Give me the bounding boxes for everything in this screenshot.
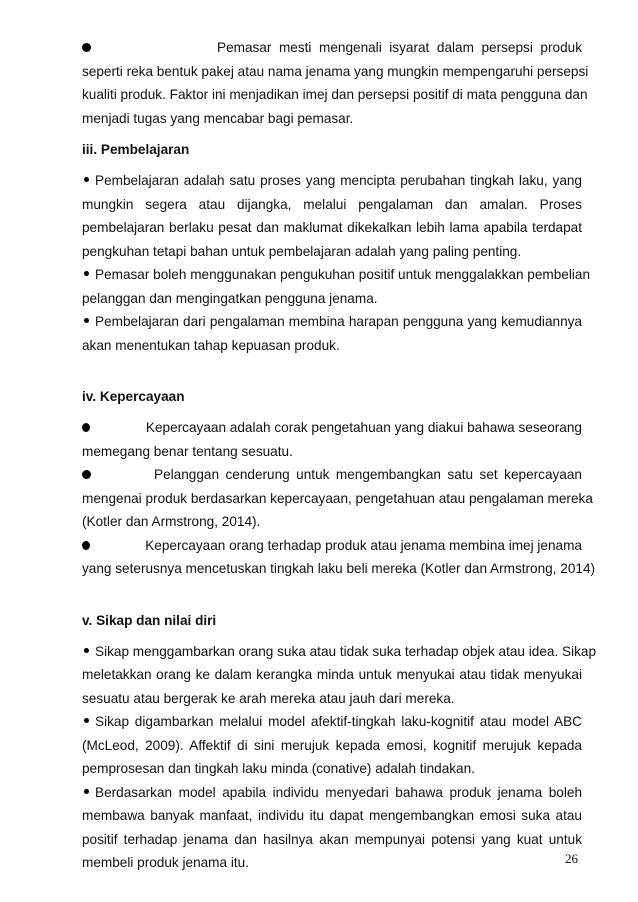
paragraph-line: pelanggan dan mengingatkan pengguna jenama. bbox=[82, 290, 378, 306]
bullet-icon bbox=[84, 648, 89, 653]
paragraph-line: seperti reka bentuk pakej atau nama jenama yang mungkin mempengaruhi persepsi bbox=[82, 63, 589, 79]
paragraph-line: menjadi tugas yang mencabar bagi pemasar. bbox=[82, 110, 354, 126]
section-heading: v. Sikap dan nilai diri bbox=[82, 612, 217, 628]
paragraph-line: meletakkan orang ke dalam kerangka minda untuk menyukai atau tidak menyukai bbox=[82, 667, 582, 682]
list-item bbox=[82, 310, 582, 334]
bullet-icon bbox=[84, 177, 89, 182]
bullet-icon bbox=[82, 541, 90, 550]
paragraph-line: Pemasar boleh menggunakan pengukuhan positif untuk menggalakkan pembelian bbox=[95, 267, 591, 282]
paragraph-line: Sikap digambarkan melalui model afektif-tingkah laku-kognitif atau model ABC bbox=[95, 714, 582, 729]
paragraph-line: membeli produk jenama itu. bbox=[82, 855, 249, 870]
list-item bbox=[82, 534, 582, 558]
paragraph-line: Pelanggan cenderung untuk mengembangkan satu set kepercayaan bbox=[154, 467, 582, 482]
paragraph-line: Pembelajaran dari pengalaman membina harapan pengguna yang kemudiannya bbox=[95, 314, 582, 329]
bullet-icon bbox=[84, 789, 89, 794]
list-item bbox=[82, 416, 582, 440]
paragraph-line: pengkuhan tetapi bahan untuk pembelajaran adalah yang paling penting. bbox=[82, 243, 522, 259]
bullet-icon bbox=[82, 470, 91, 479]
bullet-icon bbox=[84, 318, 89, 323]
paragraph-line: akan menentukan tahap kepuasan produk. bbox=[82, 337, 340, 353]
list-item bbox=[82, 781, 582, 805]
paragraph-line: Sikap menggambarkan orang suka atau tidak suka terhadap objek atau idea. Sikap bbox=[95, 643, 597, 659]
paragraph-line: Pembelajaran adalah satu proses yang mencipta perubahan tingkah laku, yang bbox=[95, 173, 582, 188]
section-heading: iii. Pembelajaran bbox=[82, 142, 190, 157]
list-item bbox=[82, 169, 582, 193]
paragraph-line: mungkin segera atau dijangka, melalui pengalaman dan amalan. Proses bbox=[82, 196, 582, 212]
paragraph-line: pembelajaran berlaku pesat dan maklumat dikekalkan lebih lama apabila terdapat bbox=[82, 220, 582, 235]
paragraph-line: sesuatu atau bergerak ke arah mereka atau jauh dari mereka. bbox=[82, 690, 455, 706]
bullet-icon bbox=[82, 43, 91, 52]
paragraph-line: Kepercayaan orang terhadap produk atau jenama membina imej jenama bbox=[145, 537, 582, 553]
paragraph-line: (Kotler dan Armstrong, 2014). bbox=[82, 514, 261, 529]
page-number: 26 bbox=[565, 851, 578, 866]
paragraph-line: membawa banyak manfaat, individu itu dapat mengembangkan emosi suka atau bbox=[82, 808, 582, 823]
bullet-icon bbox=[84, 718, 89, 723]
list-item bbox=[82, 36, 582, 60]
bullet-icon bbox=[84, 271, 89, 276]
paragraph-line: kualiti produk. Faktor ini menjadikan imej dan persepsi positif di mata pengguna dan bbox=[82, 87, 588, 102]
bullet-icon bbox=[82, 423, 90, 432]
list-item bbox=[82, 710, 582, 734]
paragraph-line: Berdasarkan model apabila individu menyedari bahawa produk jenama boleh bbox=[95, 784, 582, 800]
paragraph-line: (McLeod, 2009). Affektif di sini merujuk kepada emosi, kognitif merujuk kepada bbox=[82, 737, 582, 753]
paragraph-line: pemprosesan dan tingkah laku minda (conative) adalah tindakan. bbox=[82, 761, 475, 776]
section-heading: iv. Kepercayaan bbox=[82, 389, 185, 404]
paragraph-line: memegang benar tentang sesuatu. bbox=[82, 443, 293, 459]
paragraph-line: mengenai produk berdasarkan kepercayaan, pengetahuan atau pengalaman mereka bbox=[82, 490, 593, 506]
list-item bbox=[82, 463, 582, 487]
document-page bbox=[82, 36, 597, 875]
paragraph-line: Kepercayaan adalah corak pengetahuan yang diakui bahawa seseorang bbox=[145, 420, 582, 435]
paragraph-line: Pemasar mesti mengenali isyarat dalam persepsi produk bbox=[217, 40, 582, 55]
paragraph-line: positif terhadap jenama dan hasilnya akan mempunyai potensi yang kuat untuk bbox=[82, 831, 582, 847]
list-item bbox=[82, 640, 597, 664]
list-item bbox=[82, 263, 591, 287]
paragraph-line: yang seterusnya mencetuskan tingkah laku beli mereka (Kotler dan Armstrong, 2014) bbox=[82, 561, 596, 576]
